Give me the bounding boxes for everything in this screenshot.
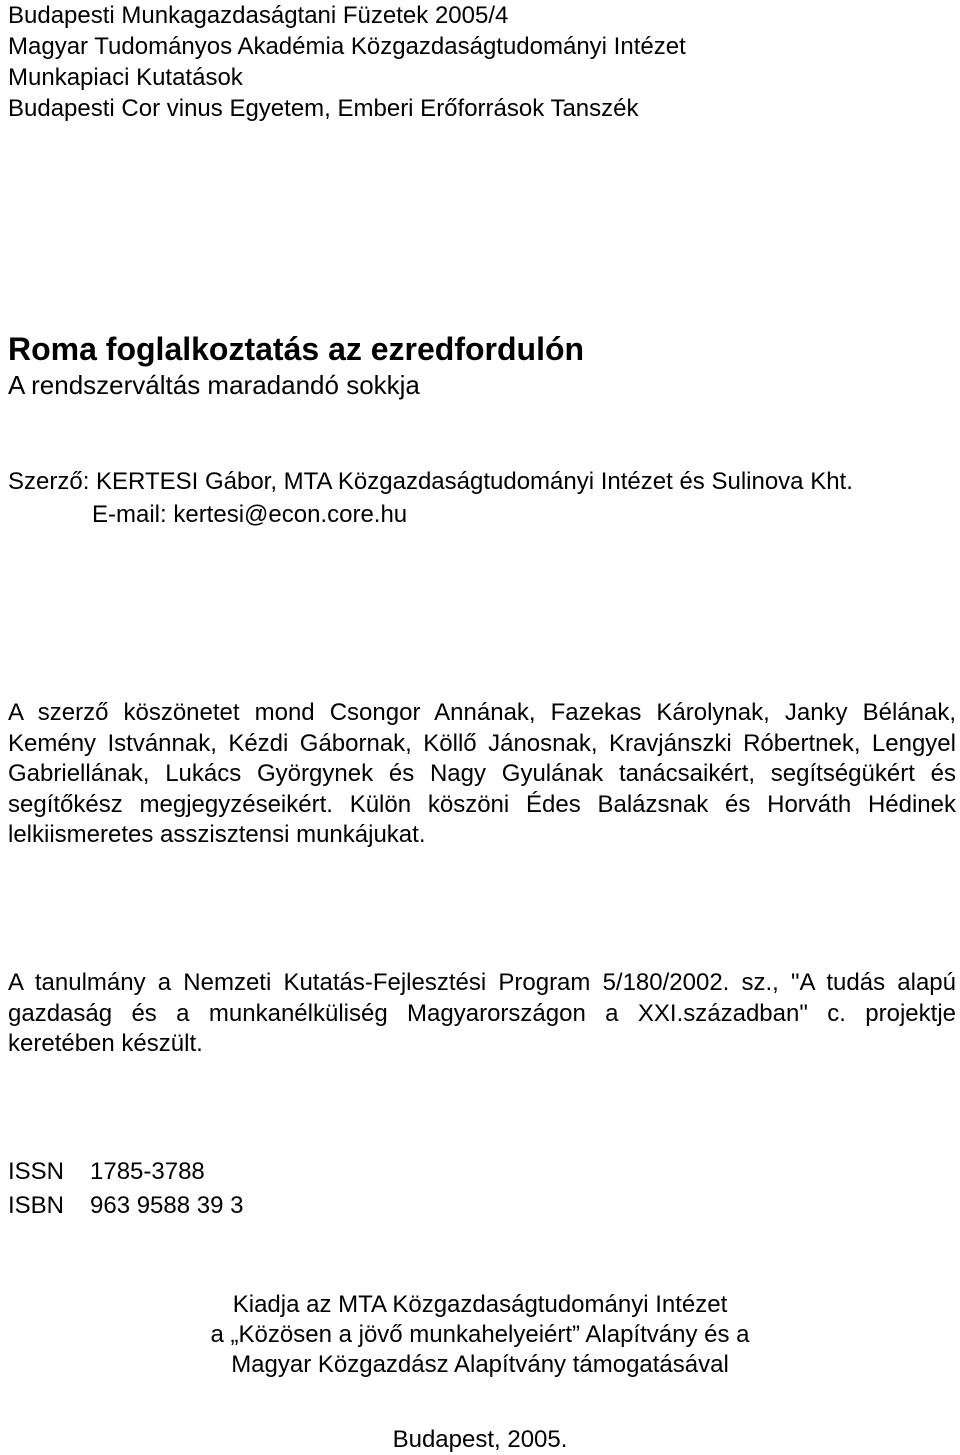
author-block — [8, 465, 956, 531]
identifiers-block — [8, 1155, 956, 1223]
issn-row — [8, 1155, 956, 1189]
isbn-row — [8, 1189, 956, 1223]
funding-paragraph: A tanulmány a Nemzeti Kutatás-Fejlesztési Program 5/180/2002. sz., "A tudás alapú gazdaság és a munkanélküliség Magyarországon a XXI.században" c. projektje keretében készült. — [8, 969, 956, 1058]
publisher-block — [0, 1290, 960, 1380]
issn-value: 1785-3788 — [90, 1158, 205, 1185]
series-line-3: Munkapiaci Kutatások — [8, 64, 243, 91]
series-line-2: Magyar Tudományos Akadémia Közgazdaságtudományi Intézet — [8, 33, 686, 60]
place-date: Budapest, 2005. — [392, 1426, 568, 1453]
isbn-value: 963 9588 39 3 — [90, 1192, 244, 1219]
paper-subtitle: A rendszerváltás maradandó sokkja — [8, 370, 420, 400]
issn-label: ISSN — [8, 1158, 65, 1185]
publisher-line-2: a „Közösen a jövő munkahelyeiért” Alapítvány és a — [210, 1321, 750, 1348]
isbn-label: ISBN — [8, 1192, 65, 1219]
paper-title: Roma foglalkoztatás az ezredfordulón — [8, 331, 585, 367]
series-header — [8, 0, 956, 124]
author-email: E-mail: kertesi@econ.core.hu — [92, 501, 408, 528]
acknowledgement-paragraph: A szerző köszönetet mond Csongor Annának, Fazekas Károlynak, Janky Bélának, Kemény Istvánnak, Kézdi Gábornak, Köllő Jánosnak, Kravjánszki Róbertnek, Lengyel Gabriellának, Lukács Györgynek és Nagy Gyulának tanácsaikért, segítségükért és segítőkész megjegyzéseikért. Külön köszöni Édes Balázsnak és Horváth Hédinek lelkiismeretes asszisztensi munkájukat. — [8, 699, 956, 849]
series-line-1: Budapesti Munkagazdaságtani Füzetek 2005/4 — [8, 2, 509, 29]
title-block — [8, 330, 956, 402]
author-line: Szerző: KERTESI Gábor, MTA Közgazdaságtudományi Intézet és Sulinova Kht. — [8, 468, 853, 495]
series-line-4: Budapesti Cor vinus Egyetem, Emberi Erőforrások Tanszék — [8, 95, 639, 122]
publisher-line-1: Kiadja az MTA Közgazdaságtudományi Intézet — [232, 1291, 728, 1318]
publisher-line-3: Magyar Közgazdász Alapítvány támogatásával — [231, 1351, 729, 1378]
